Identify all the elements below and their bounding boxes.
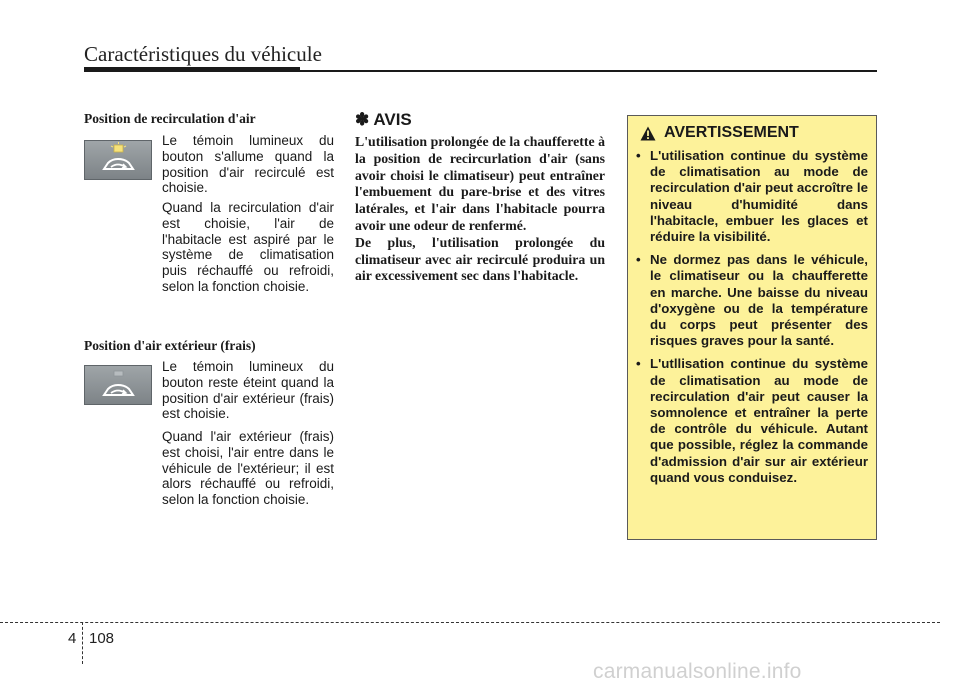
fresh-air-heading: Position d'air extérieur (frais): [84, 338, 256, 353]
chapter-number: 4: [68, 630, 77, 647]
recirc-paragraph-1: Le témoin lumineux du bouton s'allume quand la position d'air recirculé est choisie.: [162, 133, 334, 196]
warning-box: [627, 115, 877, 540]
watermark: carmanualsonline.info: [593, 660, 802, 683]
fresh-air-paragraph-2: Quand l'air extérieur (frais) est choisi, l'air entre dans le véhicule de l'extérieur; il est alors réchauffé ou refroidi, selon la fonction choisie.: [162, 429, 334, 508]
page-header-title: Caractéristiques du véhicule: [84, 42, 322, 66]
warning-item: • L'utllisation continue du système de climatisation au mode de recirculation d'air peut causer la somnolence et entraîner la perte de contrôle du véhicule. Autant que possible, réglez la commande d'admission d'air sur air extérieur quand vous conduisez.: [636, 356, 868, 486]
recirc-button-illustration: [84, 140, 152, 180]
recirc-heading: Position de recirculation d'air: [84, 111, 256, 126]
recirc-car-icon: [85, 141, 151, 179]
footer-divider: [82, 622, 83, 664]
footer-rule: [0, 622, 940, 623]
header-rule: [84, 67, 300, 72]
page-number: 108: [89, 630, 115, 647]
fresh-air-car-icon: [85, 366, 151, 404]
header-rule-thin: [300, 70, 877, 72]
warning-header: [640, 124, 799, 142]
notice-paragraph-2: De plus, l'utilisation prolongée du climatiseur avec air recirculé produira un air excessivement sec dans l'habitacle.: [355, 234, 605, 284]
warning-title: AVERTISSEMENT: [664, 124, 799, 141]
warning-item: • Ne dormez pas dans le véhicule, le climatiseur ou la chaufferette en marche. Une baisse du niveau d'oxygène ou de la température du corps peut présenter des risques graves pour la santé.: [636, 252, 868, 349]
warning-list: [636, 148, 868, 493]
notice-paragraph-1: L'utilisation prolongée de la chaufferette à la position de recircurlation d'air (sans avoir choisi le climatiseur) peut entraîner l'embuement du pare-brise et des vitres latérales, et l'air dans l'habitacle pourra avoir une odeur de renfermé.: [355, 134, 605, 233]
notice-title: ✽ AVIS: [355, 110, 412, 129]
notice-body: [355, 134, 605, 285]
recirc-paragraph-2: Quand la recirculation d'air est choisie, l'air de l'habitacle est aspiré par le système de climatisation puis réchauffé ou refroidi, selon la fonction choisie.: [162, 200, 334, 294]
fresh-air-button-illustration: [84, 365, 152, 405]
fresh-air-paragraph-1: Le témoin lumineux du bouton reste éteint quand la position d'air extérieur (frais) est choisie.: [162, 359, 334, 422]
warning-triangle-icon: [640, 126, 656, 141]
warning-item: • L'utilisation continue du système de climatisation au mode de recirculation d'air peut accroître le niveau d'humidité dans l'habitacle, embuer les glaces et réduire la visibilité.: [636, 148, 868, 245]
